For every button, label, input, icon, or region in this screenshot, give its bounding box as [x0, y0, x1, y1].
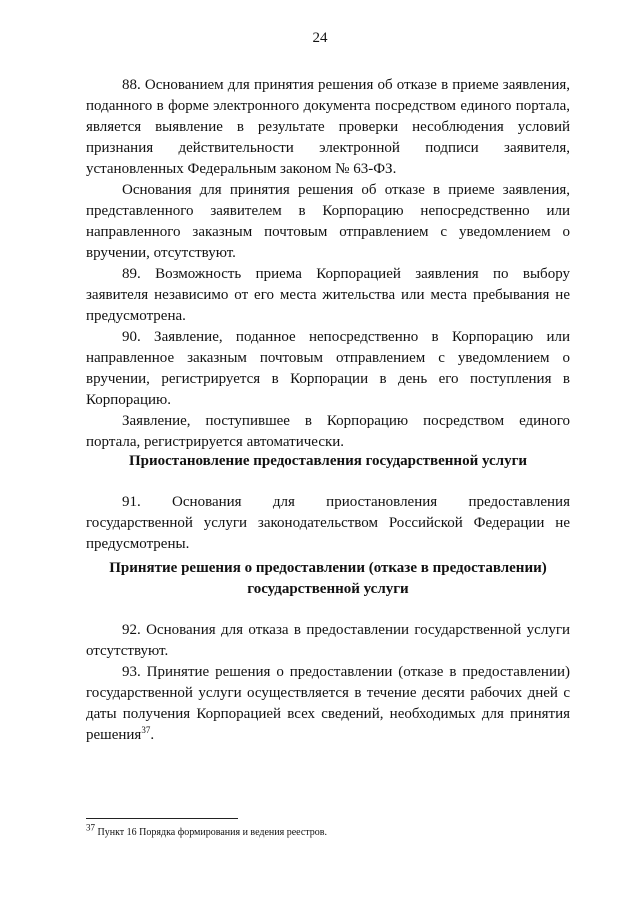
footnote-marker: 37 — [86, 822, 95, 833]
paragraph-90-portal: Заявление, поступившее в Корпорацию посредством единого портала, регистрируется автоматически. — [86, 413, 570, 450]
paragraph-88-grounds: Основания для принятия решения об отказе в приеме заявления, представленного заявителем в Корпорацию непосредственно или направленного заказным почтовым отправлением с уведомлением о вручении, отсутствуют. — [86, 182, 570, 261]
heading-decision-line1: Принятие решения о предоставлении (отказе в предоставлении) — [109, 560, 547, 576]
paragraph-88: 88. Основанием для принятия решения об отказе в приеме заявления, поданного в форме электронного документа посредством единого портала, является выявление в результате проверки несоблюдения условий признания действительности электронной подписи заявителя, установленных Федеральным законом № 63-ФЗ. — [86, 77, 570, 177]
section-suspension-paragraphs — [86, 492, 570, 555]
paragraph-90: 90. Заявление, поданное непосредственно в Корпорацию или направленное заказным почтовым отправлением с уведомлением о вручении, регистрируется в Корпорации в день его поступления в Корпорацию. — [86, 329, 570, 408]
page-number: 24 — [312, 30, 328, 46]
heading-decision-line2: государственной услуги — [247, 581, 409, 597]
paragraph-92: 92. Основания для отказа в предоставлении государственной услуги отсутствуют. — [86, 622, 570, 659]
heading-decision — [86, 558, 570, 600]
footnote-reference-37: 37 — [141, 725, 151, 735]
paragraph-89: 89. Возможность приема Корпорацией заявления по выбору заявителя независимо от его места жительства или места пребывания не предусмотрена. — [86, 266, 570, 324]
footnote-37 — [86, 822, 327, 839]
paragraph-91: 91. Основания для приостановления предоставления государственной услуги законодательством Российской Федерации не предусмотрены. — [86, 494, 570, 552]
footnote-separator — [86, 818, 238, 819]
section-reception-paragraphs — [86, 75, 570, 453]
paragraph-93-text: 93. Принятие решения о предоставлении (отказе в предоставлении) государственной услуги осуществляется в течение десяти рабочих дней с даты получения Корпорацией всех сведений, необходимых для принятия решения — [86, 664, 570, 743]
section-decision-paragraphs — [86, 620, 570, 746]
paragraph-93-end: . — [150, 727, 155, 743]
footnote-text: Пункт 16 Порядка формирования и ведения реестров. — [95, 827, 327, 838]
heading-suspension: Приостановление предоставления государственной услуги — [128, 453, 528, 469]
paragraph-93 — [86, 662, 570, 746]
